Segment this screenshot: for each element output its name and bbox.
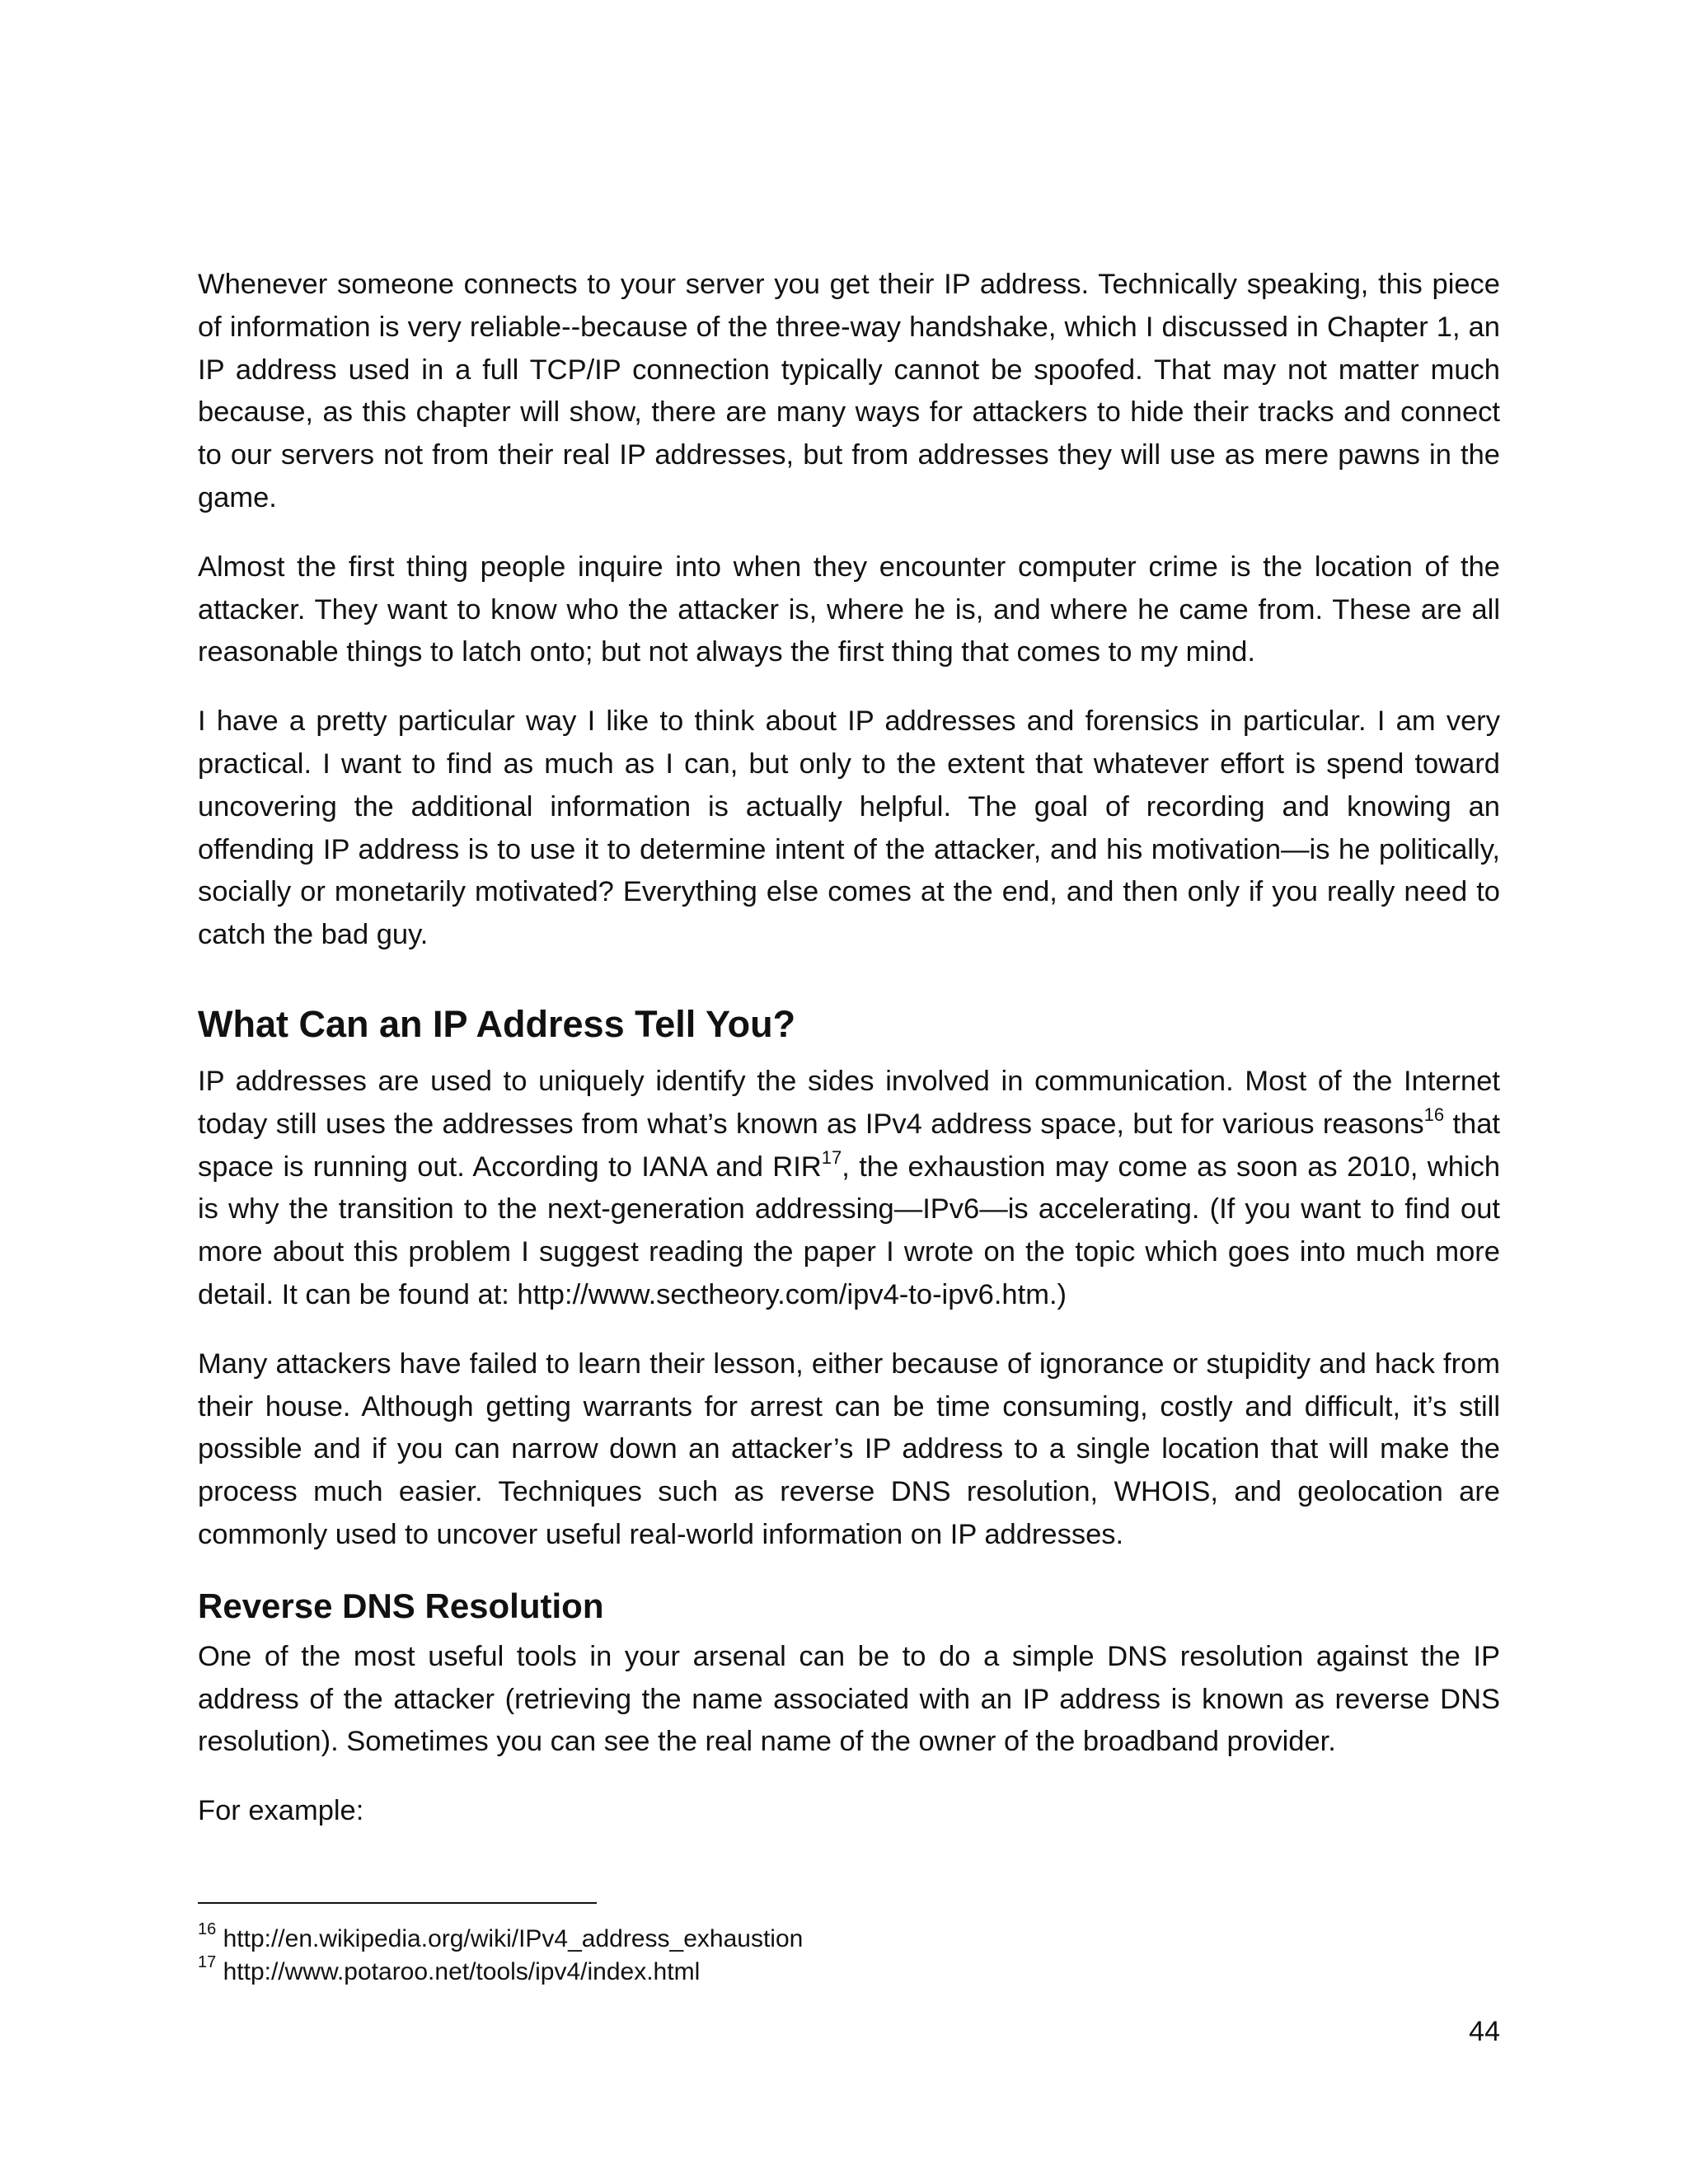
text-run: , the exhaustion may come as soon as 2010, which is why the transition to the next-generation addressing—IPv6—is accelerating. (If you want to find out more about this problem I suggest reading the paper I wrote on the topic which goes into much more detail. It can be found at: http://www.sectheory.com/ipv4-to-ipv6.htm.) bbox=[198, 1151, 1501, 1310]
footnote-link[interactable]: http://en.wikipedia.org/wiki/IPv4_address_exhaustion bbox=[216, 1925, 804, 1952]
paragraph-for-example: For example: bbox=[198, 1795, 364, 1827]
text-run: that space is running out. According to IANA and RIR bbox=[198, 1108, 1501, 1183]
paragraph-reverse-dns: One of the most useful tools in your arsenal can be to do a simple DNS resolution against the IP address of the attacker (retrieving the name associated with an IP address is known as reverse DNS resolution). Sometimes you can see the real name of the owner of the broadband provider. bbox=[198, 1640, 1500, 1758]
footnote-16 bbox=[198, 1920, 1187, 1956]
paragraph-ip-address-space bbox=[198, 1061, 1500, 1317]
section-heading: What Can an IP Address Tell You? bbox=[198, 1002, 796, 1045]
text-run: IP addresses are used to uniquely identify the sides involved in communication. Most of the Internet today still uses the addresses from what’s known as IPv4 address space, but for various reasons bbox=[198, 1065, 1500, 1140]
page-body bbox=[198, 264, 1500, 1859]
subsection-heading: Reverse DNS Resolution bbox=[198, 1586, 604, 1625]
footnote-ref-17[interactable]: 17 bbox=[821, 1147, 842, 1169]
paragraph-ip-reliability: Whenever someone connects to your server you get their IP address. Technically speaking, this piece of information is very reliable--because of the three-way handshake, which I discussed in Chapter 1, an IP address used in a full TCP/IP connection typically cannot be spoofed. That may not matter much because, as this chapter will show, there are many ways for attackers to hide their tracks and connect to our servers not from their real IP addresses, but from addresses they will use as mere pawns in the game. bbox=[198, 269, 1500, 513]
footnote-ref-16[interactable]: 16 bbox=[1423, 1104, 1445, 1126]
paragraph-attacker-location: Almost the first thing people inquire into when they encounter computer crime is the location of the attacker. They want to know who the attacker is, where he is, and where he came from. These are all reasonable things to latch onto; but not always the first thing that comes to my mind. bbox=[198, 551, 1500, 668]
footnote-divider bbox=[198, 1902, 597, 1904]
footnote-number: 17 bbox=[198, 1953, 217, 1971]
footnotes bbox=[198, 1920, 1187, 1989]
page-number: 44 bbox=[1469, 2016, 1500, 2047]
footnote-link[interactable]: http://www.potaroo.net/tools/ipv4/index.html bbox=[216, 1958, 701, 1985]
footnote-17 bbox=[198, 1953, 1187, 1989]
footnote-number: 16 bbox=[198, 1920, 217, 1938]
paragraph-attackers-from-home: Many attackers have failed to learn their lesson, either because of ignorance or stupidity and hack from their house. Although getting warrants for arrest can be time consuming, costly and difficult, it’s still possible and if you can narrow down an attacker’s IP address to a single location that will make the process much easier. Techniques such as reverse DNS resolution, WHOIS, and geolocation are commonly used to uncover useful real-world information on IP addresses. bbox=[198, 1347, 1500, 1550]
paragraph-practical-approach: I have a pretty particular way I like to think about IP addresses and forensics in particular. I am very practical. I want to find as much as I can, but only to the extent that whatever effort is spend toward uncovering the additional information is actually helpful. The goal of recording and knowing an offending IP address is to use it to determine intent of the attacker, and his motivation—is he politically, socially or monetarily motivated? Everything else comes at the end, and then only if you really need to catch the bad guy. bbox=[198, 705, 1500, 951]
